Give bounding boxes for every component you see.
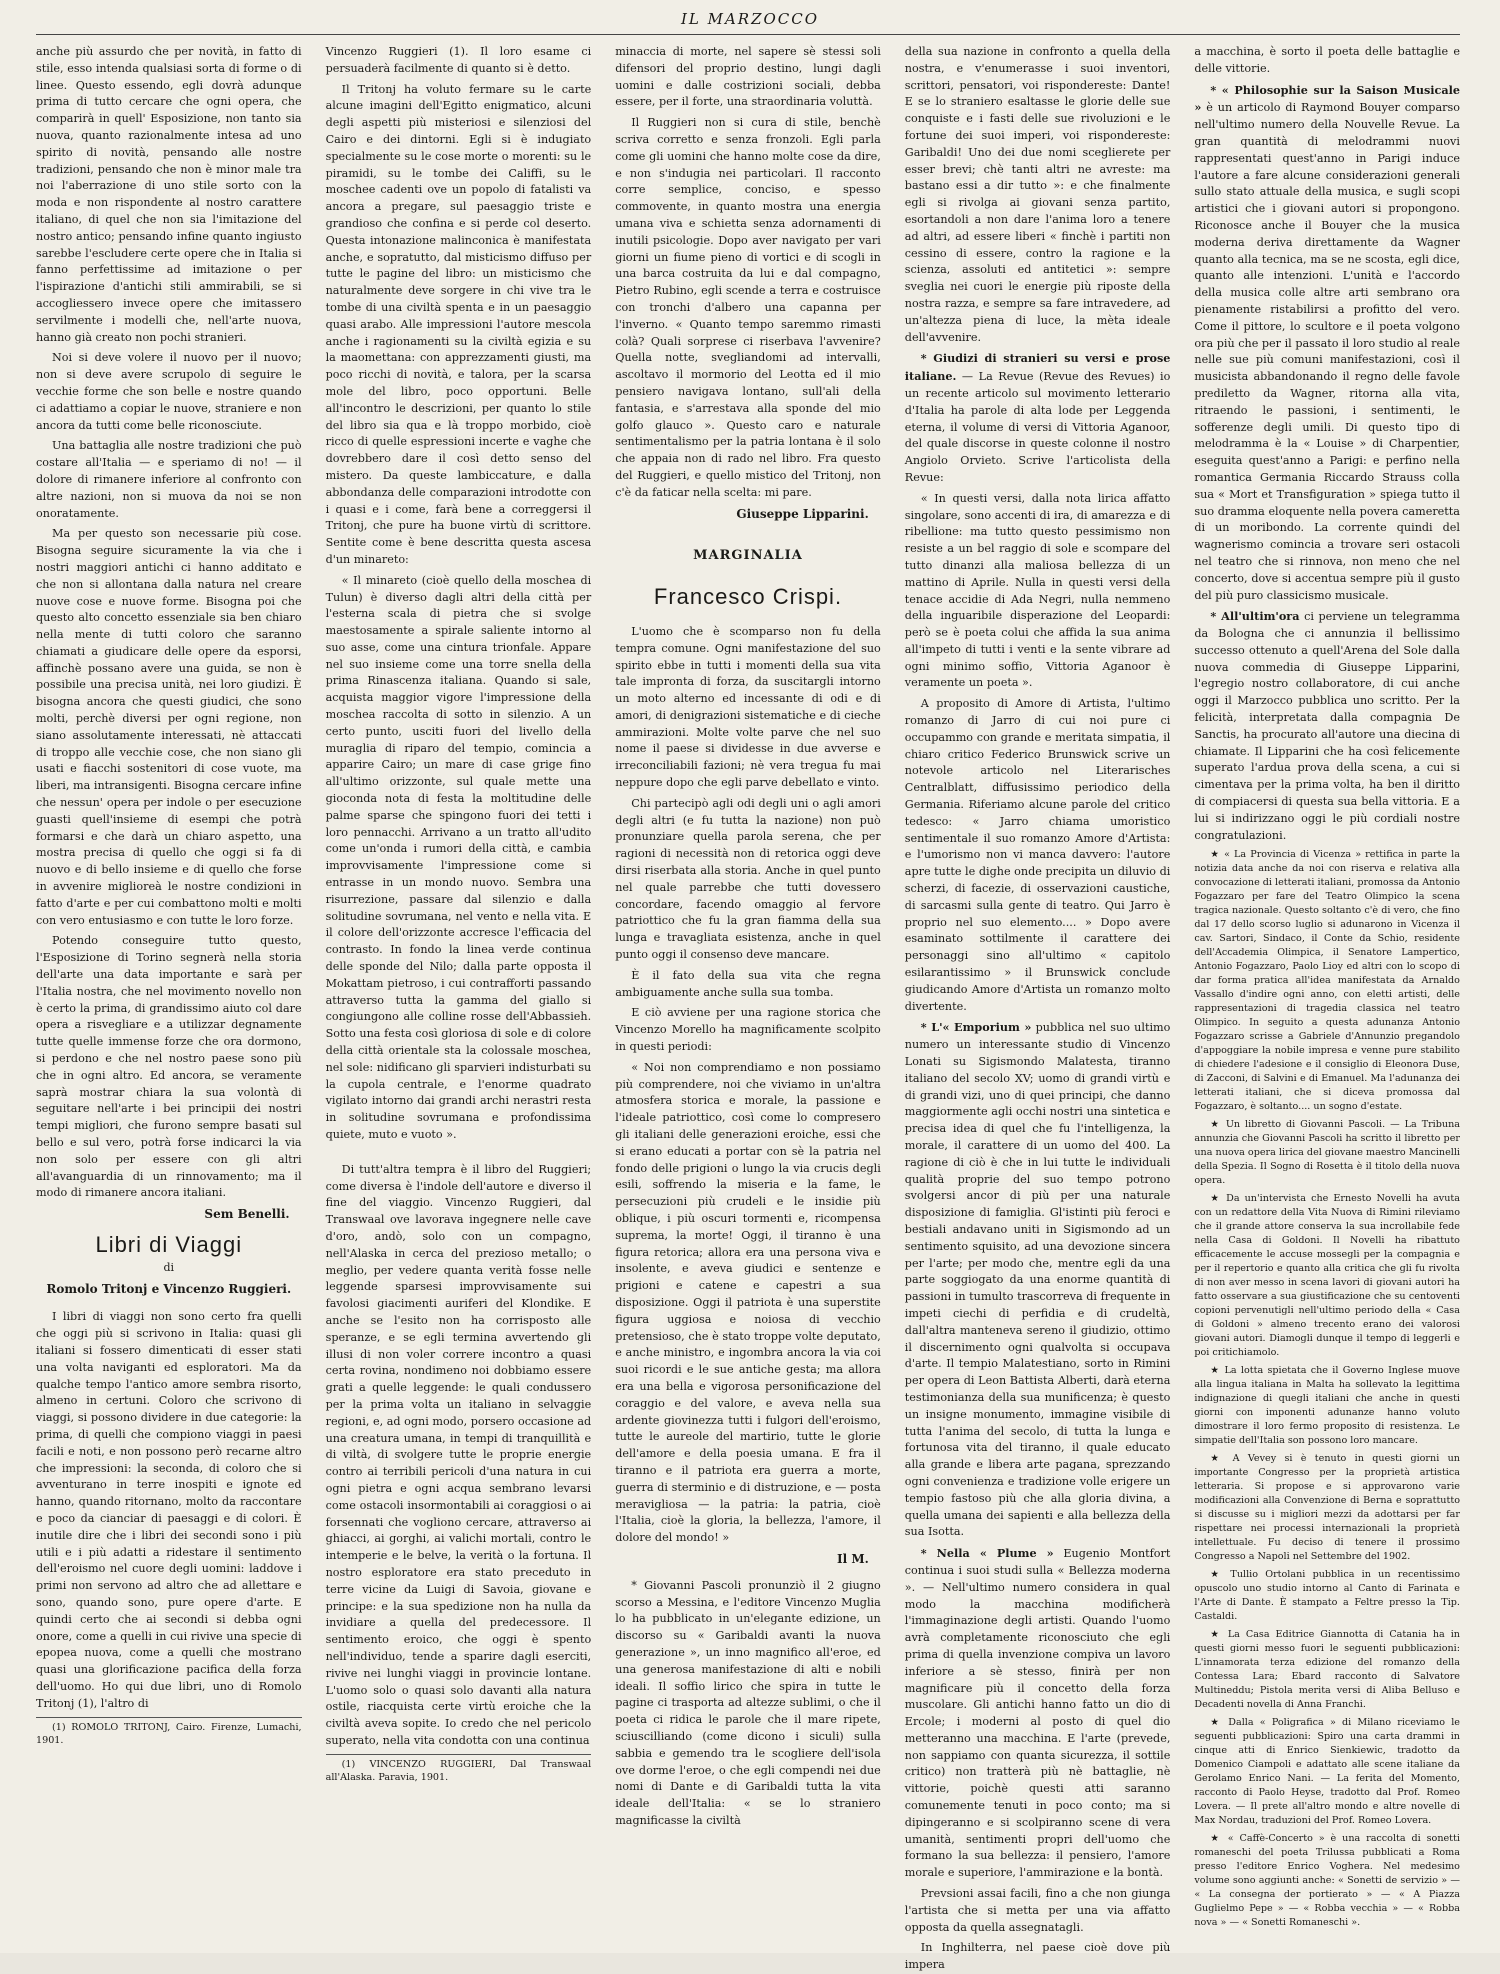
item-text: — La Revue (Revue des Revues) io un recente articolo sul movimento letterario d'Italia ha parole di alta lode per Leggenda eterna, il volume di versi di Vittoria Aganoor, del quale discorse in queste colonne il nostro Angiolo Orvieto. Scrive l'articolista della Revue: — [904, 370, 1171, 484]
brief-note: ★ La lotta spietata che il Governo Inglese muove alla lingua italiana in Malta ha sollevato la legittima indignazione di quegli italiani che anche in questi giorni con imponenti adunanze hanno voluto dimostrare il loro fermo proposito di resistenza. Le simpatie dell'Italia son possono loro mancare. — [1194, 1365, 1460, 1447]
brief-note: ★ A Vevey si è tenuto in questi giorni un importante Congresso per la proprietà artistica letteraria. Si propose e si approvarono varie modificazioni alla Convenzione di Berna e soprattutto si discusse su i migliori mezzi da adottarsi per far rispettare nei processi internazionali la proprietà intellettuale. Fu deciso di tenere il prossimo Congresso a Napoli nel Settembre del 1902. — [1194, 1453, 1460, 1563]
paragraph: Noi si deve volere il nuovo per il nuovo; non si deve avere scrupolo di seguire le vecchie forme che son belle e nostre quando ci adattiamo a copiar le nuove, straniere e non ancora da tutti come belle riconosciute. — [36, 351, 302, 432]
signature: Giuseppe Lipparini. — [736, 506, 869, 521]
paragraph: In Inghilterra, nel paese cioè dove più impera — [904, 1941, 1171, 1972]
column-1 — [36, 44, 302, 1924]
item-heading: * Giudizi di stranieri su versi e prose italiane. — [904, 351, 1171, 384]
footnote: (1) VINCENZO RUGGIERI, Dal Transwaal all'Alaska. Paravia, 1901. — [326, 1754, 592, 1784]
header-rule — [36, 34, 1460, 35]
item-text: pubblica nel suo ultimo numero un interessante studio di Vincenzo Lonati su Sigismondo Malatesta, tiranno italiano del secolo XV; uomo di grandi virtù e di grandi vizi, uno di quei principi, che danno maggiormente agli occhi nostri una sintetica e precisa idea di quel che fu l'intelligenza, la morale, il carattere di un uomo del 400. La ragione di ciò è che in lui tutte le individuali qualità proprie del suo tempo potrono svolgersi ancor di più per una naturale disposizione di famiglia. Gl'istinti più feroci e bestiali andavano uniti in Sigismondo ad un sentimento squisito, ad una devozione sincera per l'arte; per modo che, mentre egli da una parte soggiogato da una enorme quantità di passioni in tumulto trascorreva di frequente in impeti ciechi di perfidia e di crudeltà, dall'altra manteneva sereno il giudizio, ottimo il discernimento ogni qualvolta si occupava d'arte. Il tempio Malatestiano, sorto in Rimini per opera di Leon Battista Alberti, darà eterna testimonianza della sua munificenza; è questo un insigne monumento, immagine visibile di tutta l'anima del secolo, di tutta la lunga e fortunosa vita del tiranno, il quale educato alla grande e libera arte pagana, sprezzando ogni convenienza e tradizione volle erigere un tempio fastoso più che alla gloria divina, a quella umana dei sapienti e alla bellezza della sua Isotta. — [904, 1021, 1171, 1539]
brief-note: ★ « Caffè-Concerto » è una raccolta di sonetti romaneschi del poeta Trilussa pubblicati a Roma presso l'editore Enrico Voghera. Nel medesimo volume sono aggiunti anche: « Sonetti de servizio » — « La consegna der portierato » — « A Piazza Guglielmo Pepe » — « Robba vecchia » — « Robba nova » — « Sonetti Romaneschi ». — [1194, 1833, 1460, 1929]
marginalia-heading: MARGINALIA — [693, 548, 803, 564]
paragraph: Di tutt'altra tempra è il libro del Ruggieri; come diversa è l'indole dell'autore e diverso il fine del viaggio. Vincenzo Ruggieri, dal Transwaal ove lavorava ingegnere nelle cave d'oro, andò, solo con un compagno, nell'Alaska in cerca del prezioso metallo; o meglio, per vedere quanta verità fosse nelle leggende sparsesi improvvisamente sui favolosi giacimenti auriferi del Klondike. E anche se l'esito non ha corrisposto alle speranze, e se egli termina avvertendo gli illusi di non voler correre incontro a quasi certa rovina, nondimeno noi dobbiamo essere grati a quelle leggende: le quali condussero per la prima volta un italiano in selvaggie regioni, e, ad ogni modo, porsero occasione ad una creatura umana, in tempi di tranquillità e di viltà, di svolgere tutte le proprie energie contro ai terribili pericoli d'una natura in cui ogni pietra e ogni acqua sembrano levarsi come ostacoli insormontabili ai coraggiosi o ai forsennati che vogliono cercare, attraverso ai ghiacci, ai gorghi, ai valichi mortali, contro le intemperie e le belve, la verità o la fortuna. Il nostro esploratore era stato preceduto in terre vicine da Luigi di Savoia, giovane e principe: e la sua spedizione non ha nulla da invidiare a quella del predecessore. Il sentimento eroico, che oggi è spento nell'individuo, tende a sparire dagli eserciti, rivive nei lunghi viaggi in provincie lontane. L'uomo solo o quasi solo davanti alla natura ostile, riacquista certe virtù eroiche che la civiltà aveva sopite. Io credo che nel pericolo superato, nella vita condotta con una continua — [325, 1162, 592, 1747]
section-title: Libri di Viaggi — [95, 1231, 243, 1257]
paragraph: minaccia di morte, nel sapere sè stessi soli difensori del proprio destino, lungi dagli uomini e dalle costrizioni sociali, debba essere, per il forte, una straordinaria voluttà. — [615, 45, 881, 109]
article-signature: Il M. — [836, 1551, 869, 1566]
news-item — [1194, 82, 1460, 605]
brief-note: ★ Da un'intervista che Ernesto Novelli ha avuta con un redattore della Vita Nuova di Rimini rileviamo che il grande attore conserva la sua incrollabile fede nella Casa di Goldoni. Il Novelli ha ribattuto efficacemente le accuse mossegli per la compagnia e per il repertorio e quanto alla critica che gli fu rivolta di non aver messo in scena lavori di giovani autori ha fatto osservare a sua giustificazione che su centoventi copioni pervenutigli nell'ultimo periodo della « Casa di Goldoni » almeno trecento erano dei valorosi giovani autori. Diamogli dunque il tempo di leggerli e poi critichiamolo. — [1194, 1193, 1460, 1359]
paragraph: I libri di viaggi non sono certo fra quelli che oggi più si scrivono in Italia: quasi gli italiani si fossero dimenticati di esser stati una volta naviganti ed esploratori. Ma da qualche tempo l'antico amore sembra risorto, almeno in certuni. Coloro che scrivono di viaggi, si possono dividere in due categorie: la prima, di quelli che compiono viaggi in paesi facili e noti, e non possono però recarne altro che impressioni: la seconda, di coloro che si avventurano in terre inospiti e ignote ed hanno, quando ritornano, molto da raccontare e poco da cianciar di paesaggi e di colori. È inutile dire che i libri dei secondi sono i più utili e i più adatti a ridestare il sentimento dell'eroismo nel cuore degli uomini: laddove i primi non servono ad altro che ad allettare e sono, quando sono, pure opere d'arte. E quindi certo che ai secondi si debba ogni onore, come a quelli in cui rivive una specie di epopea nuova, come a quelli che mostrano quasi una glorificazione pacifica della forza dell'uomo. Ho qui due libri, uno di Romolo Tritonj (1), l'altro di — [36, 1310, 302, 1710]
paragraph: Chi partecipò agli odi degli uni o agli amori degli altri (e fu tutta la nazione) non può pronunziare quella parola serena, che per ragioni di necessità non di retorica oggi deve dirsi riserbata alla storia. Anche in quel punto nel quale parrebbe che tutti dovessero concordare, facendo omaggio al fervore patriottico che fu la gran fiamma della sua lunga e travagliata esistenza, anche in quel punto oggi il consenso deve mancare. — [615, 796, 881, 962]
spacer — [615, 610, 881, 624]
article-title: Francesco Crispi. — [653, 584, 843, 610]
paragraph: Ma per questo son necessarie più cose. Bisogna seguire sicuramente la via che i nostri maggiori antichi ci hanno additato e che non si allontana dalla natura nel creare nuove cose e nuove forme. Bisogna poi che questo alto concetto essenziale sia ben chiaro nella mente di tutti coloro che saranno chiamati a giudicare delle opere da esporsi, affinchè possano avere una guida, se non è possibile una precisa unità, nei loro giudizi. È bisogna ancora che questi giudici, che sono molti, perchè diversi per ogni regione, non siano assolutamente interessati, nè attaccati di troppo alle vecchie cose, che non siano gli usati e fiacchi sostenitori di cose vuote, ma liberi, ma intransigenti. Bisogna cercare infine che nessun' opera per indole o per esecuzione guasti quell'insieme di esempi che potrà formarsi e che darà un chiaro aspetto, una mostra precisa di quello che oggi si fa di nuovo e di bello insieme e di quello che forse in avvenire miglioreà le nostre condizioni in fatto d'arte e per cui combattono molti e molti con vero entusiasmo e con tutte le loro forze. — [36, 527, 302, 927]
paragraph: a macchina, è sorto il poeta delle battaglie e delle vittorie. — [1194, 45, 1460, 75]
column-5 — [1194, 44, 1460, 1929]
section-di: di — [163, 1260, 175, 1274]
item-text: è un articolo di Raymond Bouyer comparso nell'ultimo numero della Nouvelle Revue. La gran quantità di melodrammi nuovi rappresentati quest'anno in Parigi induce l'autore a fare alcune considerazioni generali sullo stato attuale della musica, e sugli scopi artistici che i giovani autori si propongono. Riconosce anche il Bouyer che la musica moderna deriva direttamente da Wagner quanto alla tecnica, ma se ne scosta, egli dice, quanto alle intenzioni. L'unità e l'accordo della musica colle altre arti sembrano ora pienamente ristabilirsi a profitto del vero. Come il pittore, lo scultore e il poeta volgono ora più che per il passato il loro studio al reale nelle sue più comuni manifestazioni, così il musicista abbandonando il regno delle favole prediletto da Wagner, ritorna alla vita, ritraendo le passioni, i sentimenti, le sofferenze degli umili. Di questo tipo di melodramma è la « Louise » di Charpentier, eseguita quest'anno a Parigi: e perfino nella romantica Germania Riccardo Strauss colla sua « Mort et Transfiguration » spiega tutto il suo dramma eloquente nella povera cameretta di un moribondo. La corrente quindi del wagnerismo comincia a trovare seri ostacoli nel teatro che si rinnova, non meno che nel concerto, dove si accentua sempre più il gusto del più puro classicismo musicale. — [1194, 101, 1460, 602]
paragraph: anche più assurdo che per novità, in fatto di stile, esso intenda qualsiasi sorta di forme o di linee. Questo essendo, egli dovrà adunque prima di tutto cercare che ogni opera, che comparirà in quell' Esposizione, non tanto sia nuova, quanto razionalmente intesa ad uno spirito di novità, pensando alle nostre tradizioni, pensando che non è minor male tra noi l'aberrazione di uno stile sorto con la moda e non rispondente al nostro carattere italiano, di quel che non sia l'imitazione del nostro antico; pensando infine quanto ingiusto sarebbe l'escludere certe opere che in Italia si fanno perfettissime ad imitazione o per l'ispirazione d'antichi stili ammirabili, se si accogliessero invece opere che imitassero servilmente i modelli che, nell'arte nuova, hanno già creato non pochi stranieri. — [36, 45, 302, 344]
paragraph: Vincenzo Ruggieri (1). Il loro esame ci persuaderà facilmente di quanto si è detto. — [325, 45, 592, 75]
section-authors: Romolo Tritonj e Vincenzo Ruggieri. — [46, 1281, 292, 1296]
paragraph: L'uomo che è scomparso non fu della tempra comune. Ogni manifestazione del suo spirito ebbe in tutti i momenti della sua vita tale impronta di forza, da suscitargli intorno un moto alterno ed incessante di odi e di amori, di denigrazioni sistematiche e di cieche ammirazioni. Molte volte parve che nel suo nome il paese si dividesse in due avverse e irreconciliabili fazioni; nè vera tregua fu mai neppure dopo che egli parve debellato e vinto. — [615, 624, 881, 790]
paragraph: A proposito di Amore di Artista, l'ultimo romanzo di Jarro di cui noi pure ci occupammo con grande e meritata simpatia, il chiaro critico Federico Brunswick scrive un notevole articolo nel Literarisches Centralblatt, diffusissimo periodico della Germania. Riferiamo alcune parole del critico tedesco: « Jarro chiama umoristico sentimentale il suo romanzo Amore d'Artista: e l'umorismo non vi manca davvero: l'autore apre tutte le dighe onde precipita un diluvio di scherzi, di facezie, di osservazioni caustiche, di sarcasmi sulla gente di teatro. Qui Jarro è proprio nel suo elemento.... » Dopo avere esaminato sottilmente il carattere dei personaggi sino all'ultimo « capitolo esilarantissimo » il Brunswick conclude giudicando Amore d'Artista un romanzo molto divertente. — [904, 697, 1171, 1013]
item-heading: * « Philosophie sur la Saison Musicale » — [1194, 82, 1460, 115]
brief-note: ★ Dalla « Poligrafica » di Milano riceviamo le seguenti pubblicazioni: Spiro una carta drammi in cinque atti di Enrico Sienkiewic, tradotto da Domenico Ciampoli e adattato alle scene italiane da Gerolamo Enrico Nani. — La ferita del Momento, racconto di Paolo Heyse, tradotto dal Prof. Romeo Lovera. — Il prete all'altro mondo e altre novelle di Max Nordau, traduzioni del Prof. Romeo Lovera. — [1194, 1717, 1460, 1827]
spacer — [326, 1148, 592, 1162]
masthead: IL MARZOCCO — [680, 10, 820, 28]
brief-note: ★ « La Provincia di Vicenza » rettifica in parte la notizia data anche da noi con riserva e relativa alla convocazione di letterati italiani, promossa da Antonio Fogazzaro per fare del Teatro Olimpico la scena tragica nazionale. Questo soltanto c'è di vero, che fino dal 17 dello scorso luglio si adunarono in Vicenza il cav. Sartori, Sindaco, il Conte da Schio, residente dell'Accademia Olimpica, il Senatore Lampertico, Antonio Fogazzaro, Paolo Lioy ed altri con lo scopo di dar forma pratica all'idea manifestata da Arnaldo Vassallo d'indire ogni anno, con eletti artisti, delle rappresentazioni di tragedia classica nel teatro Olimpico. In seguito a questa adunanza Antonio Fogazzaro scrisse a Gabriele d'Annunzio pregandolo d'appoggiare la nobile impresa e venne pure stabilito di chiedere l'adesione e il consiglio di Eleonora Duse, di Zacconi, di Salvini e di Emanuel. Ma l'adunanza dei letterati italiani, che si diceva promossa dal Fogazzaro, è soltanto.... un sogno d'estate. — [1194, 849, 1460, 1113]
news-item — [1194, 608, 1460, 844]
paragraph: Una battaglia alle nostre tradizioni che può costare all'Italia — e speriamo di no! — il dolore di rimanere inferiore al confronto con altre nazioni, non si muova da noi se non onoratamente. — [36, 439, 302, 520]
news-item — [905, 1545, 1171, 1882]
item-heading: * L'« Emporium » — [920, 1020, 1032, 1035]
brief-note: ★ La Casa Editrice Giannotta di Catania ha in questi giorni messo fuori le seguenti pubblicazioni: L'innamorata terza edizione del romanzo della Contessa Lara; Ebard racconto di Salvatore Multineddu; Pistola merita versi di Aliba Belluso e Decadenti novella di Anna Franchi. — [1194, 1629, 1460, 1711]
item-text: ci perviene un telegramma da Bologna che ci annunzia il bellissimo successo ottenuto a quell'Arena del Sole dalla nuova commedia di Giuseppe Lipparini, l'egregio nostro collaboratore, di cui anche oggi il Marzocco pubblica uno scritto. Per la felicità, interpretata dalla compagnia De Sanctis, ha procurato all'autore una diecina di chiamate. Il Lipparini che ha così felicemente superato l'ardua prova della scena, a cui si cimentava per la prima volta, ha ben il diritto di compiacersi di questa sua bella vittoria. E a lui si indirizzano oggi le più cordiali nostre congratulazioni. — [1194, 610, 1460, 842]
news-item — [905, 350, 1171, 486]
item-heading: * Nella « Plume » — [920, 1546, 1054, 1561]
column-4 — [904, 44, 1171, 1972]
item-text: Eugenio Montfort continua i suoi studi sulla « Bellezza moderna ». — Nell'ultimo numero considera in qual modo la macchina modificherà l'immaginazione degli artisti. Quando l'uomo avrà completamente riconosciuto che egli prima di quella invenzione compiva un lavoro inferiore a sè stesso, finirà per non magnificare più il concetto della forza muscolare. Gli antichi hanno fatto un dio di Ercole; i moderni al posto di quel dio metteranno una macchina. E l'arte (prevede, non sappiamo con quanta sicurezza, il sottile critico) non tratterà più nè battaglie, nè vittorie, poichè questi atti saranno comunemente tenuti in poco conto; ma si dipingeranno e si scolpiranno scene di vera umanità, sentimenti propri dell'uomo che formano la sua bellezza: il pensiero, l'amore morale e superiore, l'ammirazione e la bontà. — [904, 1547, 1171, 1880]
signature: Sem Benelli. — [204, 1207, 290, 1222]
quote-paragraph: « In questi versi, dalla nota lirica affatto singolare, sono accenti di ira, di amarezza e di ribellione: ma tutto questo pessimismo non resiste a un bel raggio di sole e scompare del tutto dinanzi alla maliosa bellezza di un mattino di Aprile. Nulla in questi versi della tenace accidie di Ada Negri, nulla nemmeno della inguaribile disperazione del Leopardi: però se è poeta colui che affida la sua anima all'impeto di tutti i venti e la sente vibrare ad ogni minimo soffio, Vittoria Aganoor è veramente un poeta ». — [904, 491, 1171, 690]
quote-paragraph: « Il minareto (cioè quello della moschea di Tulun) è diverso dagli altri della città per l'esterna scala di pietra che si svolge maestosamente a spirale saliente intorno al suo asse, come una cintura trionfale. Appare nel suo insieme come una torre snella della prima Rinascenza italiana. Quando si sale, acquista maggior vigore l'impressione della moschea raccolta di sotto in silenzio. A un certo punto, usciti fuori del livello della muraglia di riparo del tempio, comincia a apparire Cairo; un mare di case grige fino all'ultimo orizzonte, sul quale mette una gioconda nota di festa la moltitudine delle palme sparse che spingono fuori dei tetti i loro pennacchi. Arrivano a un tratto all'udito come un'onda i rumori della città, e cambia improvvisamente l'impressione come si entrasse in un mondo nuovo. Sembra una risurrezione, passare dal silenzio e dalla solitudine sovrumana, nel vento e nella vita. E il colore dell'orizzonte accresce l'efficacia del contrasto. In fondo la linea verde continua delle sponde del Nilo; dalla parte opposta il Mokattam pietroso, i cui contrafforti passando attraverso tutta la gamma del giallo si congiungono alle colline rosse dell'Abbassieh. Sotto una festa così gloriosa di sole e di colore della città orientale sta la colossale moschea, nel sole: nidificano gli sparvieri indisturbati su la cupola centrale, e l'enorme quadrato vigilato intorno dai grandi archi nerastri resta in solitudine sovrumana e profondissima quiete, muto e vuoto ». — [325, 573, 592, 1141]
news-item: * Giovanni Pascoli pronunziò il 2 giugno scorso a Messina, e l'editore Vincenzo Muglia lo ha pubblicato in un'elegante edizione, un discorso su « Garibaldi avanti la nuova generazione », un inno magnifico all'eroe, ed una generosa manifestazione di alti e nobili ideali. Il soffio lirico che spira in tutte le pagine ci trasporta ad altezze sublimi, o che il poeta ci ridica le parole che il mare ripete, sciuscilliando (come dicono i siculi) sulla sabbia e gemendo tra le scogliere dell'isola ove dorme l'eroe, o che egli compendi nei due nomi di Dante e di Garibaldi tutta la vita ideale dell'Italia: « se lo straniero magnificasse la civiltà — [615, 1578, 881, 1827]
paragraph: Potendo conseguire tutto questo, l'Esposizione di Torino segnerà nella storia dell'arte una data importante e sarà per l'Italia nostra, che nel movimento novello non è certo la prima, di grandissimo aiuto col dare opera a risvegliare e a utilizzar degnamente tutte quelle immense forze che ora dormono, si perdono e che nel nostro paese sono più che in ogni altro. Ed ancora, se veramente saprà mostrar chiara la sua volontà di seguitare nell'arte i bei principii dei nostri tempi migliori, che furono sempre basati sul bello e sul vero, potrà forse indicarci la via non solo per essere con gli altri all'avanguardia di un rinnovamento; ma il modo di rimanere ancora italiani. — [36, 934, 302, 1200]
brief-note: ★ Tullio Ortolani pubblica in un recentissimo opuscolo uno studio intorno al Canto di Farinata e l'Arte di Dante. È stampato a Feltre presso la Tip. Castaldi. — [1194, 1569, 1460, 1623]
paragraph: Il Ruggieri non si cura di stile, benchè scriva corretto e senza fronzoli. Egli parla come gli uomini che hanno molte cose da dire, e non s'indugia nei particolari. Il racconto corre semplice, conciso, e spesso commovente, in quanto mostra una energia umana viva e schietta senza adornamenti di inutili psicologie. Dopo aver navigato per vari giorni un fiume pieno di vortici e di scogli in una barca costruita da lui e dal compagno, Pietro Rubino, egli scende a terra e costruisce con tronchi d'albero una capanna per l'inverno. « Quanto tempo saremmo rimasti colà? Quali sorprese ci riserbava l'avvenire? Quella notte, svegliandomi ad intervalli, ascoltavo il mormorio del Leotta ed il mio pensiero navigava lontano, sull'ali della fantasia, e s'arrestava alla sponde del mio golfo glauco ». Questo caro e naturale sentimentalismo per la patria lontana è il solo che appaia non di rado nel libro. Fra questo del Ruggieri, e quello mistico del Tritonj, non c'è da faticar nella scelta: mi pare. — [615, 116, 881, 499]
quote-paragraph: « Noi non comprendiamo e non possiamo più comprendere, noi che viviamo in un'altra atmosfera storica e morale, la passione e l'ideale patriottico, così come lo compresero gli italiani delle generazioni eroiche, essi che si erano educati a portar con sè la patria nel fondo delle prigioni o lungo la via crucis degli esili, soffrendo la miseria e la fame, le persecuzioni più crudeli e le insidie più oblique, i più oscuri tormenti e, ricompensa suprema, la morte! Oggi, il tiranno è una figura retorica; allora era una persona viva e insolente, e aveva giudici e sentenze e prigioni e catene e capestri a sua disposizione. Oggi il patriota è una superstite figura uggiosa e noiosa di vecchio pretensioso, che è stato troppe volte deputato, e anche ministro, e ingombra ancora la via coi suoi ricordi e le sue antiche gesta; ma allora era una bella e vigorosa personificazione del coraggio e del valore, e aveva nella sua ardente giovinezza tutti i fulgori dell'eroismo, tutte le aureole del martirio, tutte le glorie dell'amore e della poesia umana. E fra il tiranno e il patriota era guerra a morte, guerra di sterminio e di distruzione, e — posta meravigliosa — la patria: la patria, cioè l'Italia, cioè la gloria, la bellezza, l'amore, il dolore del mondo! » — [615, 1060, 881, 1545]
paragraph: della sua nazione in confronto a quella della nostra, e v'enumerasse i suoi inventori, scrittori, pensatori, voi rispondereste: Dante! E se lo straniero esaltasse le glorie delle sue conquiste e i fasti delle sue rivoluzioni e le fortune dei suoi imperi, voi rispondereste: Garibaldi! Uno dei due nomi sceglierete per esser brevi; chè tanti altri ne avreste: ma bastano essi a dir tutto »: e che finalmente egli si rivolga ai giovani senza partito, esortandoli a non dare l'anima loro a tenere ad altri, ad essere liberi « finchè i partiti non cessino di essere, contro la ragione e la scienza, assoluti ed antitetici »: sempre sveglia nei cuori le energie più riposte della nostra razza, e sempre sa fare intravedere, ad un'altezza piena di luce, la mèta ideale dell'avvenire. — [904, 45, 1171, 344]
columns — [36, 44, 1460, 1972]
paragraph: Prevsioni assai facili, fino a che non giunga l'artista che si metta per una via affatto opposta da quella assegnatagli. — [904, 1887, 1171, 1934]
paragraph: Il Tritonj ha voluto fermare su le carte alcune imagini dell'Egitto enigmatico, alcuni degli aspetti più misteriosi e silenziosi del Cairo e dei dintorni. Egli si è indugiato specialmente su le cose morte o morenti: su le piramidi, su le tombe dei Califfi, su le moschee cadenti ove un popolo di fatalisti va ancora a pregare, sul paesaggio triste e grandioso che confina e si perde col deserto. Questa intonazione malinconica è manifestata anche, e sopratutto, dal misticismo diffuso per tutte le pagine del libro: un misticismo che naturalmente deve sorgere in chi vive tra le tombe di una civiltà spenta e in un paesaggio quasi arabo. Alle impressioni l'autore mescola anche i ragionamenti su la civiltà egizia e su la maomettana: con apprezzamenti giusti, ma poco ricchi di novità, e talora, per la scarsa mole del libro, poco opportuni. Belle all'incontro le descrizioni, per quanto lo stile del libro sia qua e là troppo morbido, cioè ricco di quelle espressioni incerte e vaghe che dovrebbero dare il così detto senso del mistero. Da queste lambiccature, e dalla abbondanza delle comparazioni introdotte con i quasi e i come, farà bene a correggersi il Tritonj, che pure ha buone virtù di scrittore. Sentite come è bene descritta questa ascesa d'un minareto: — [325, 82, 592, 566]
column-3 — [615, 44, 881, 1924]
brief-notes — [1194, 848, 1460, 1930]
paragraph: È il fato della sua vita che regna ambiguamente anche sulla sua tomba. — [615, 968, 881, 999]
paragraph: E ciò avviene per una ragione storica che Vincenzo Morello ha magnificamente scolpito in questi periodi: — [615, 1006, 881, 1054]
news-item — [905, 1019, 1171, 1541]
item-heading: * All'ultim'ora — [1210, 609, 1300, 624]
brief-note: ★ Un libretto di Giovanni Pascoli. — La Tribuna annunzia che Giovanni Pascoli ha scritto il libretto per una nuova opera lirica del giovane maestro Mancinelli della Spezia. Il Sogno di Rosetta è il titolo della nuova opera. — [1194, 1119, 1460, 1187]
column-2 — [326, 44, 592, 1924]
footnote: (1) ROMOLO TRITONJ, Cairo. Firenze, Lumachi, 1901. — [36, 1717, 302, 1747]
